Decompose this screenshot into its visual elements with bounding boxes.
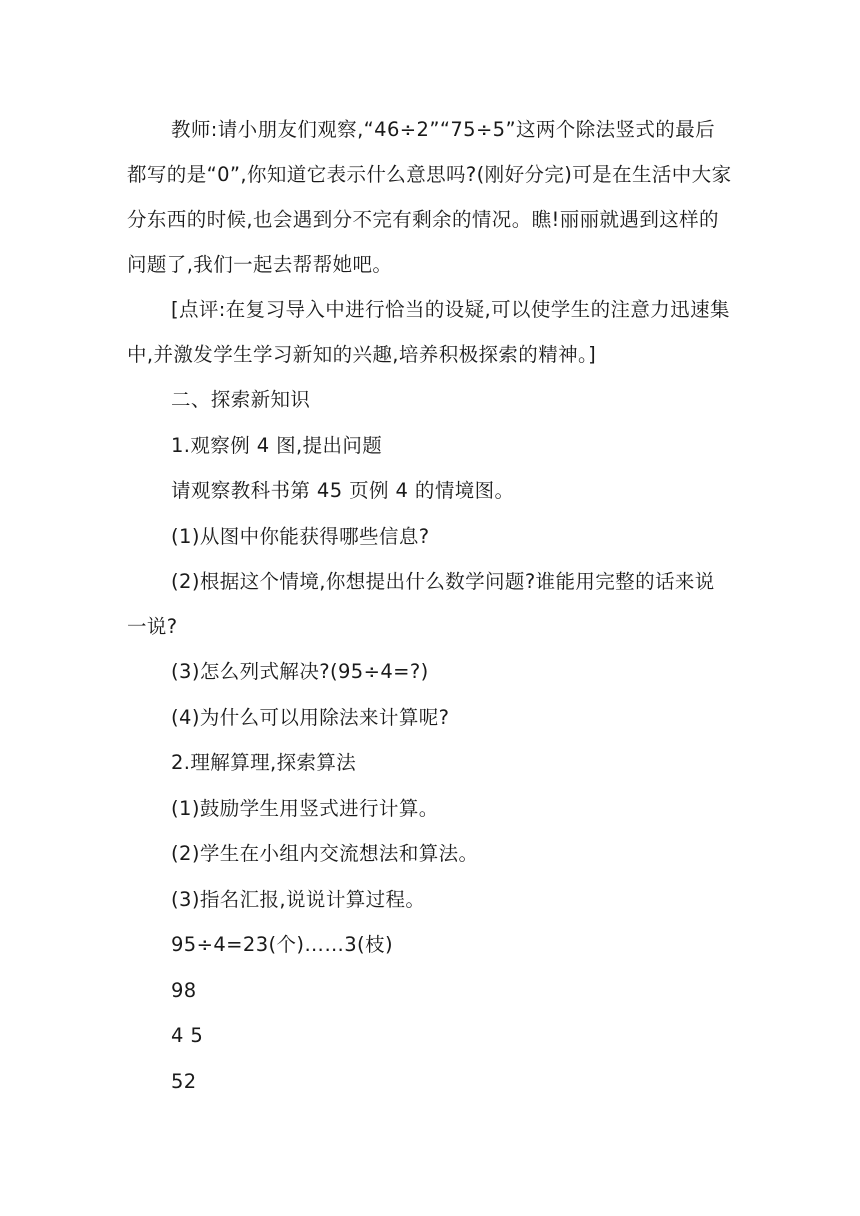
- step1-question-1: (1)从图中你能获得哪些信息?: [171, 524, 430, 548]
- teacher-paragraph: 教师:请小朋友们观察,“46÷2”“75÷5”这两个除法竖式的最后都写的是“0”,你知道它表示什么意思吗?(刚好分完)可是在生活中大家分东西的时候,也会遇到分不完有剩余的情况。瞧!丽丽就遇到这样的问题了,我们一起去帮帮她吧。: [127, 118, 732, 276]
- step2-question-2: (2)学生在小组内交流想法和算法。: [171, 842, 479, 865]
- division-equation: 95÷4=23(个)……3(枝): [171, 933, 393, 956]
- calculation-line-3: 52: [171, 1069, 197, 1093]
- step1-heading: 1.观察例 4 图,提出问题: [171, 433, 383, 457]
- step2-question-3: (3)指名汇报,说说计算过程。: [171, 887, 426, 911]
- step1-question-2: (2)根据这个情境,你想提出什么数学问题?谁能用完整的话来说一说?: [127, 570, 715, 638]
- calculation-line-2: 4 5: [171, 1024, 204, 1047]
- step1-intro: 请观察教科书第 45 页例 4 的情境图。: [171, 479, 515, 502]
- document-body: [127, 107, 732, 1104]
- step2-heading: 2.理解算理,探索算法: [171, 751, 357, 774]
- commentary-paragraph: [点评:在复习导入中进行恰当的设疑,可以使学生的注意力迅速集中,并激发学生学习新知的兴趣,培养积极探索的精神。]: [127, 298, 730, 366]
- step2-question-1: (1)鼓励学生用竖式进行计算。: [171, 796, 439, 820]
- step1-question-3: (3)怎么列式解决?(95÷4=?): [171, 660, 429, 683]
- step1-question-4: (4)为什么可以用除法来计算呢?: [171, 705, 450, 729]
- section-heading: 二、探索新知识: [171, 388, 311, 411]
- calculation-line-1: 98: [171, 978, 197, 1002]
